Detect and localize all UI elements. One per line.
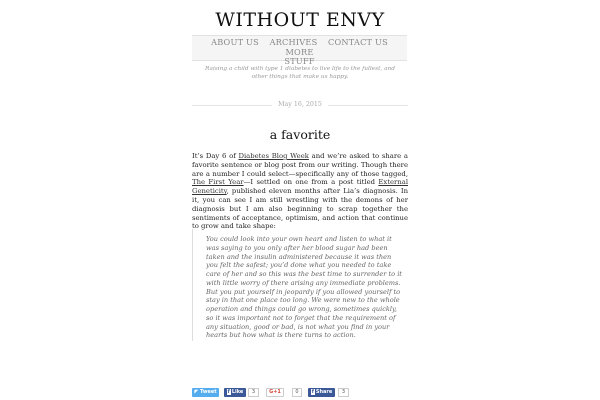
post-body-paragraph bbox=[192, 152, 408, 231]
post-date[interactable]: May 16, 2015 bbox=[278, 101, 322, 108]
tweet-label: Tweet bbox=[199, 389, 217, 395]
site-tagline: Raising a child with type 1 diabetes to live life to the fullest, and other things that make us happy. bbox=[205, 66, 395, 80]
nav-item-contact-us[interactable]: CONTACT US bbox=[328, 37, 388, 47]
twitter-bird-icon: ◤ bbox=[194, 389, 199, 395]
google-plus-button[interactable]: G+1 bbox=[266, 388, 284, 397]
para-text: It’s Day 6 of bbox=[192, 152, 239, 160]
nav-item-archives[interactable]: ARCHIVES bbox=[269, 37, 318, 47]
divider-right bbox=[328, 105, 408, 106]
like-count: 3 bbox=[248, 388, 259, 397]
facebook-icon: f bbox=[311, 389, 314, 395]
facebook-share-button[interactable] bbox=[308, 388, 335, 397]
para-text: , published eleven months after Lia’s diagnosis. In it, you can see I am still wrestling with the demons of her diagnosis but I am also beginning to scrap together the sentiments of acceptance, optimism, and action that continue to grow and take shape: bbox=[192, 187, 408, 231]
para-text: —I settled on one from a post titled bbox=[243, 178, 379, 187]
facebook-icon: f bbox=[227, 389, 230, 395]
site-title[interactable]: WITHOUT ENVY bbox=[215, 9, 385, 31]
nav-item-about-us[interactable]: ABOUT US bbox=[211, 37, 259, 47]
link-the-first-year[interactable]: The First Year bbox=[192, 178, 244, 187]
post-dateline bbox=[192, 101, 408, 111]
nav-item-more[interactable]: MORE bbox=[285, 46, 314, 57]
nav-item-stuff[interactable]: STUFF bbox=[284, 56, 315, 66]
facebook-like-button[interactable] bbox=[224, 388, 246, 397]
share-count: 3 bbox=[338, 388, 349, 397]
link-diabetes-blog-week[interactable]: Diabetes Blog Week bbox=[238, 152, 309, 160]
para-text: and we’re asked to share a favorite sentence or blog post from our writing. Though there are a number I could select—specifically any of those tagged, bbox=[192, 152, 408, 178]
share-label: Share bbox=[315, 389, 333, 395]
gplus-count: 0 bbox=[292, 388, 302, 397]
tweet-button[interactable] bbox=[192, 388, 219, 397]
blockquote bbox=[192, 229, 409, 341]
post-title[interactable]: a favorite bbox=[269, 127, 331, 142]
link-external-geneticity[interactable]: External Geneticity bbox=[192, 178, 409, 196]
quote-text: You could look into your own heart and listen to what it was saying to you only after her blood sugar had been taken and the insulin administered because it was then you felt the safest; you’d done what you needed to take care of her and so this was the best time to surrender to it with little worry of there arising any immediate problems. But you put yourself in jeopardy if you allowed yourself to stay in that one place too long. We were new to the whole operation and things could go wrong, sometimes quickly, so it was important not to forget that the requirement of any situation, good or bad, is not what you find in your hearts but how what is there turns to action. bbox=[206, 235, 402, 340]
like-label: Like bbox=[231, 389, 244, 395]
main-nav bbox=[192, 35, 407, 66]
